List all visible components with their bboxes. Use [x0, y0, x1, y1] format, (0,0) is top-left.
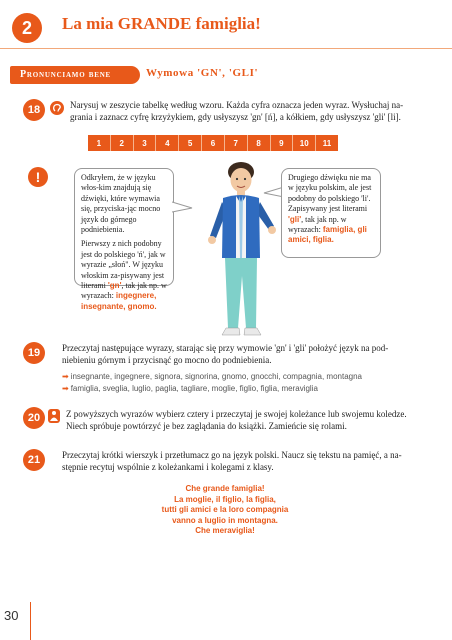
chapter-number-badge: 2 — [12, 13, 42, 43]
number-cell: 5 — [179, 135, 202, 151]
exercise-19-number: 19 — [23, 342, 45, 364]
bubble-right-text: , tak jak np. w wyrazach: — [288, 214, 347, 235]
exercise-20-instructions — [66, 408, 446, 432]
number-cell: 2 — [111, 135, 134, 151]
bubble-left-text: Pierwszy z nich podobny jest do polskiego 'ń', jak w wyrazie „słoń". W języku włoskim za-pisywany jest literami — [81, 239, 166, 291]
speech-bubble-right — [281, 168, 381, 258]
exercise-21-line: stępnie recytuj wspólnie z koleżankami i kolegami z klasy. — [62, 462, 274, 472]
section-title: Wymowa 'GN', 'GLI' — [146, 67, 259, 79]
speech-bubble-left — [74, 168, 174, 311]
bubble-right-gli: 'gli' — [288, 214, 302, 224]
exercise-19-instructions — [62, 342, 446, 366]
exercise-21-number: 21 — [23, 449, 45, 471]
header-divider — [0, 48, 452, 49]
exercise-20-number: 20 — [23, 407, 45, 429]
exercise-21-instructions — [62, 449, 446, 473]
poem-line: Che meraviglia! — [195, 526, 255, 535]
exercise-21-line: Przeczytaj krótki wierszyk i przetłumacz go na język polski. Naucz się tekstu na pamięć, a na- — [62, 450, 402, 460]
word-list-gli-text: famiglia, sveglia, luglio, paglia, tagliare, moglie, figlio, figlia, meraviglia — [70, 384, 318, 393]
poem-line: Che grande famiglia! — [185, 484, 265, 493]
exercise-18-line: grania i zaznacz cyfrę krzyżykiem, gdy usłyszysz 'gn' [ń], a kółkiem, gdy usłyszysz 'gli' [li]. — [70, 112, 401, 122]
number-cell: 11 — [322, 138, 332, 148]
number-cell: 6 — [202, 135, 225, 151]
bubble-right-examples: famiglia, gli amici, figlia. — [288, 225, 367, 245]
bubble-left-paragraph-1: Odkryłem, że w języku włos-kim znajdują się dźwięki, które wymawia się, przyciska-jąc mocno język do górnego podniebienia. — [81, 173, 161, 235]
bubble-right-text: Drugiego dźwięku nie ma w języku polskim, ale jest podobny do polskiego 'li'. Zapisywany jest literami — [288, 173, 372, 214]
number-cell: 8 — [248, 135, 271, 151]
poem — [100, 484, 350, 537]
page-rule — [30, 602, 31, 640]
exercise-19-line: niebieniu górnym i przycisnąć go mocno do podniebienia. — [62, 355, 272, 365]
bubble-left-gn: 'gn' — [107, 281, 122, 291]
exercise-19-line: Przeczytaj następujące wyrazy, starając się przy wymowie 'gn' i 'gli' położyć język na pod- — [62, 343, 389, 353]
people-icon — [48, 409, 60, 423]
word-list-gn — [62, 371, 362, 382]
number-cell: 10 — [293, 135, 316, 151]
arrow-icon: ➡ — [62, 384, 69, 393]
page-number: 30 — [4, 608, 19, 623]
exclamation-icon: ! — [28, 167, 48, 187]
number-table — [88, 135, 338, 151]
exercise-18-instructions — [70, 99, 442, 123]
section-label: Pronunciamo bene — [10, 66, 140, 84]
number-cell: 7 — [225, 135, 248, 151]
bubble-left-text: , tak jak np. w wyrazach: — [81, 281, 167, 301]
bubble-left-paragraph-2 — [81, 239, 167, 312]
chapter-title: La mia GRANDE famiglia! — [62, 14, 261, 33]
exercise-20-line: Niech spróbuje powtórzyć je bez zaglądania do książki. Zamieńcie się rolami. — [66, 421, 347, 431]
number-cell: 4 — [156, 135, 179, 151]
poem-line: vanno a luglio in montagna. — [172, 515, 278, 525]
number-cell: 3 — [134, 135, 157, 151]
exercise-18-number: 18 — [23, 99, 45, 121]
exercise-18-line: Narysuj w zeszycie tabelkę według wzoru. Każda cyfra oznacza jeden wyraz. Wysłuchaj na- — [70, 100, 404, 110]
bubble-left-tail — [172, 200, 194, 214]
exercise-20-line: Z powyższych wyrazów wybierz cztery i przeczytaj je swojej koleżance lub swojemu koledze. — [66, 409, 407, 419]
arrow-icon: ➡ — [62, 372, 69, 381]
word-list-gn-text: insegnante, ingegnere, signora, signorina, gnomo, gnocchi, compagnia, montagna — [70, 372, 363, 381]
number-cell: 1 — [88, 135, 111, 151]
poem-line: tutti gli amici e la loro compagnia — [161, 505, 289, 514]
poem-line: La moglie, il figlio, la figlia, — [174, 494, 276, 504]
bubble-left-examples: ingegnere, insegnante, gnomo. — [81, 291, 157, 311]
number-cell: 9 — [271, 135, 294, 151]
word-list-gli — [62, 383, 318, 394]
ear-icon — [50, 101, 64, 115]
